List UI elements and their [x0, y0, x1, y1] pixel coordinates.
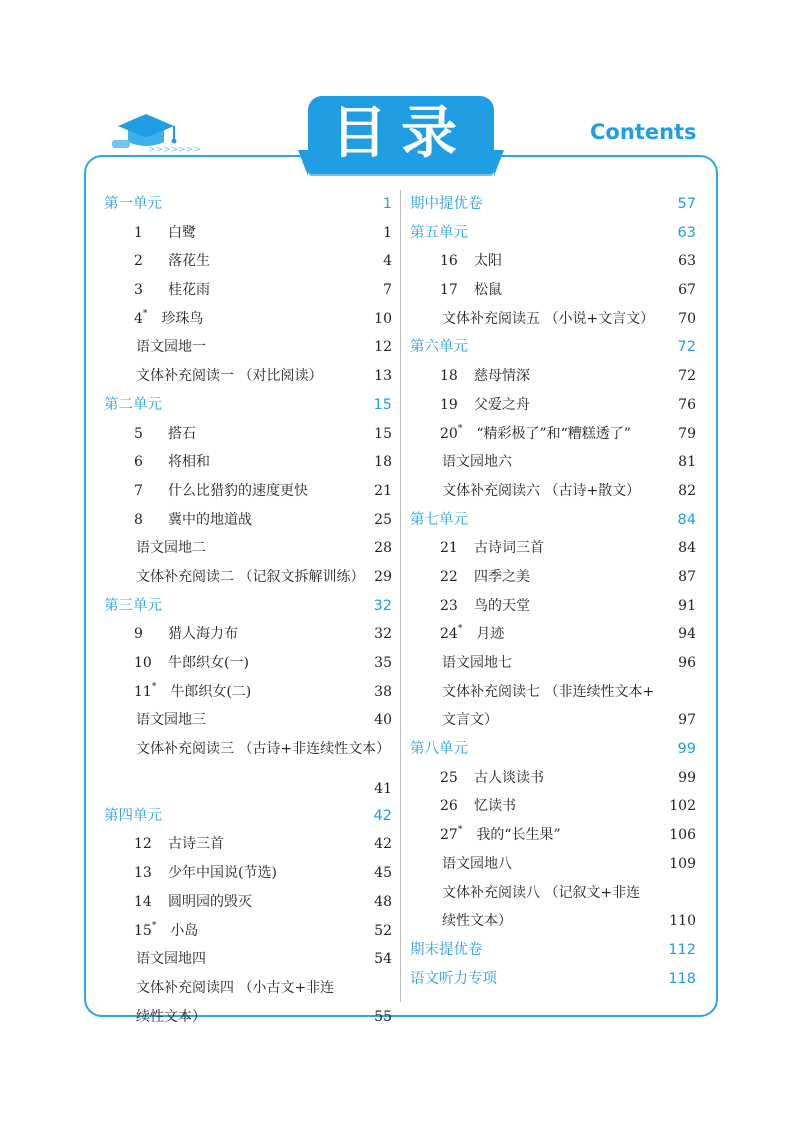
toc-lesson-entry[interactable]: [104, 448, 392, 477]
lesson-number: 20: [440, 425, 458, 442]
toc-left-column: [104, 190, 392, 1031]
toc-entry[interactable]: [410, 448, 696, 477]
lesson-number: 17: [440, 282, 458, 299]
toc-lesson-entry[interactable]: [410, 391, 696, 420]
toc-lesson-entry[interactable]: [104, 276, 392, 305]
page-number: 1: [383, 224, 392, 241]
lesson-title: 太阳: [474, 253, 502, 270]
page-number: 48: [374, 893, 392, 910]
lesson-number: 13: [134, 865, 152, 882]
toc-lesson-entry[interactable]: [410, 563, 696, 592]
page-number: 15: [373, 396, 392, 413]
toc-entry[interactable]: [104, 735, 392, 764]
lesson-number: 25: [440, 769, 458, 786]
lesson-number: 21: [440, 540, 458, 557]
page-number: 76: [678, 396, 696, 413]
toc-entry-label: 续性文本）: [136, 1008, 206, 1025]
toc-entry-label: 语文园地三: [136, 712, 206, 729]
page-number: 72: [678, 368, 696, 385]
toc-entry-label: [134, 506, 252, 535]
toc-unit-heading[interactable]: [410, 506, 696, 535]
lesson-number: 11: [134, 683, 152, 700]
toc-entry[interactable]: [104, 1003, 392, 1032]
toc-lesson-entry[interactable]: [410, 420, 696, 449]
toc-lesson-entry[interactable]: [410, 821, 696, 850]
page-number: 38: [374, 683, 392, 700]
toc-entry-label: 文体补充阅读四 （小古文+非连: [136, 979, 335, 996]
optional-lesson-mark: *: [151, 920, 157, 931]
lesson-number: 6: [134, 454, 143, 471]
page-number: 96: [678, 655, 696, 671]
toc-entry-label: [134, 219, 196, 248]
page-number: 52: [374, 922, 392, 939]
toc-unit-heading[interactable]: [104, 802, 392, 831]
toc-entry-label: [134, 678, 251, 707]
toc-entry-label: [440, 592, 530, 621]
toc-entry-label: 第一单元: [104, 196, 162, 212]
toc-lesson-entry[interactable]: [104, 678, 392, 707]
lesson-number: 7: [134, 482, 143, 499]
toc-lesson-entry[interactable]: [104, 917, 392, 946]
toc-entry[interactable]: [104, 764, 392, 802]
toc-entry-label: 语文园地四: [136, 951, 206, 968]
page-number: 118: [668, 970, 696, 987]
page-number: 55: [374, 1008, 392, 1025]
lesson-title: 将相和: [168, 454, 210, 471]
page-number: 97: [678, 712, 696, 729]
lesson-title: 圆明园的毁灭: [168, 893, 252, 910]
toc-entry[interactable]: [410, 879, 696, 908]
title-tab-right-corner: [494, 150, 504, 176]
lesson-title: 古人谈读书: [474, 769, 544, 786]
page-number: 67: [678, 282, 696, 299]
toc-unit-heading[interactable]: [104, 190, 392, 219]
toc-lesson-entry[interactable]: [104, 247, 392, 276]
toc-unit-heading[interactable]: [410, 965, 696, 994]
lesson-title: “精彩极了”和“糟糕透了”: [476, 425, 631, 442]
page-number: 10: [374, 310, 392, 327]
toc-lesson-entry[interactable]: [104, 420, 392, 449]
toc-entry-label: [134, 620, 238, 649]
toc-right-column: [410, 190, 696, 993]
lesson-title: 父爱之舟: [474, 396, 530, 413]
lesson-title: 牛郎织女(二): [170, 683, 252, 700]
page-number: 99: [678, 769, 696, 786]
toc-entry-label: [440, 276, 502, 305]
page-number: 4: [383, 253, 392, 270]
toc-entry-label: [134, 420, 196, 449]
toc-entry-label: 语文园地七: [442, 655, 512, 671]
toc-entry-label: [134, 649, 249, 678]
lesson-number: 14: [134, 893, 152, 910]
svg-text:>>>>>>>: >>>>>>>: [148, 145, 201, 155]
page-number: 79: [678, 425, 696, 442]
graduation-cap-icon: [110, 110, 201, 155]
toc-entry[interactable]: [104, 706, 392, 735]
toc-entry-label: [440, 362, 530, 391]
toc-unit-heading[interactable]: [410, 333, 696, 362]
title-tab-left-corner: [298, 150, 308, 176]
page-number: 13: [374, 368, 392, 385]
toc-entry-label: 语文听力专项: [410, 970, 497, 987]
toc-entry-label: 第三单元: [104, 597, 162, 614]
toc-entry-label: 第五单元: [410, 224, 468, 241]
toc-entry-label: 文体补充阅读三 （古诗+非连续性文本）: [136, 741, 391, 758]
toc-lesson-entry[interactable]: [104, 477, 392, 506]
toc-entry[interactable]: [104, 945, 392, 974]
toc-unit-heading[interactable]: [104, 391, 392, 420]
toc-entry[interactable]: [410, 907, 696, 936]
toc-entry-label: 文体补充阅读七 （非连续性文本+: [442, 683, 655, 700]
page-number: 1: [382, 196, 392, 212]
toc-entry-label: 续性文本）: [442, 913, 512, 930]
toc-entry-label: [134, 247, 210, 276]
toc-entry[interactable]: [410, 850, 696, 879]
page-number: 84: [677, 511, 696, 528]
toc-entry[interactable]: [104, 534, 392, 563]
lesson-number: 3: [134, 282, 143, 299]
toc-entry-label: 文体补充阅读八 （记叙文+非连: [442, 884, 641, 901]
toc-unit-heading[interactable]: [104, 592, 392, 621]
page-number: 35: [374, 655, 392, 671]
lesson-number: 9: [134, 626, 143, 643]
page-number: 32: [373, 597, 392, 614]
page-number: 12: [374, 339, 392, 356]
page-number: 21: [374, 482, 392, 499]
lesson-title: 鸟的天堂: [474, 597, 530, 614]
toc-entry-label: [134, 276, 210, 305]
toc-entry-label: [134, 830, 224, 859]
toc-entry-label: [134, 859, 277, 888]
toc-lesson-entry[interactable]: [104, 305, 392, 334]
page-number: 102: [669, 798, 696, 815]
optional-lesson-mark: *: [457, 825, 463, 836]
toc-entry-label: 文言文）: [442, 712, 498, 729]
page-number: 70: [678, 310, 696, 327]
toc-lesson-entry[interactable]: [410, 362, 696, 391]
page-number: 72: [677, 339, 696, 356]
toc-entry[interactable]: [104, 563, 392, 592]
page-number: 112: [668, 941, 696, 958]
toc-entry-label: 期中提优卷: [410, 196, 483, 212]
toc-entry-label: [440, 534, 544, 563]
toc-entry-label: 文体补充阅读五 （小说+文言文）: [442, 310, 655, 327]
toc-unit-heading[interactable]: [410, 735, 696, 764]
toc-entry[interactable]: [104, 974, 392, 1003]
lesson-title: 猎人海力布: [168, 626, 238, 643]
lesson-number: 23: [440, 597, 458, 614]
lesson-title: 月迹: [476, 626, 505, 643]
toc-entry-label: 文体补充阅读二 （记叙文拆解训练）: [136, 568, 365, 585]
toc-lesson-entry[interactable]: [410, 792, 696, 821]
toc-entry[interactable]: [410, 477, 696, 506]
toc-unit-heading[interactable]: [410, 190, 696, 219]
lesson-number: 10: [134, 655, 152, 671]
lesson-number: 5: [134, 425, 143, 442]
toc-lesson-entry[interactable]: [104, 830, 392, 859]
page-number: 109: [669, 855, 696, 872]
toc-lesson-entry[interactable]: [104, 219, 392, 248]
lesson-number: 16: [440, 253, 458, 270]
toc-entry-label: 语文园地一: [136, 339, 206, 356]
toc-entry-label: [440, 391, 530, 420]
toc-lesson-entry[interactable]: [410, 534, 696, 563]
page-number: 63: [677, 224, 696, 241]
lesson-title: 松鼠: [474, 282, 502, 299]
toc-entry-label: [134, 305, 203, 334]
lesson-number: 8: [134, 511, 143, 528]
toc-lesson-entry[interactable]: [410, 620, 696, 649]
lesson-title: 四季之美: [474, 568, 530, 585]
toc-entry-label: 第八单元: [410, 741, 468, 758]
lesson-title: 桂花雨: [168, 282, 210, 299]
lesson-title: 珍珠鸟: [161, 310, 204, 327]
lesson-title: 落花生: [168, 253, 210, 270]
lesson-title: 白鹭: [168, 224, 196, 241]
lesson-title: 少年中国说(节选): [168, 865, 277, 882]
toc-entry-label: [440, 821, 561, 850]
toc-lesson-entry[interactable]: [410, 276, 696, 305]
toc-entry-label: 文体补充阅读一 （对比阅读）: [136, 368, 323, 385]
toc-entry-label: 第七单元: [410, 511, 468, 528]
page-subtitle: Contents: [590, 120, 697, 144]
toc-unit-heading[interactable]: [410, 936, 696, 965]
toc-lesson-entry[interactable]: [410, 764, 696, 793]
toc-entry-label: [134, 448, 210, 477]
page-number: 15: [374, 425, 392, 442]
page-number: 40: [374, 712, 392, 729]
page-number: 87: [678, 568, 696, 585]
lesson-title: 古诗三首: [168, 836, 224, 853]
page-number: 110: [669, 913, 696, 930]
lesson-number: 24: [440, 626, 458, 643]
toc-entry-label: 第六单元: [410, 339, 468, 356]
lesson-title: 小岛: [170, 922, 199, 939]
page-number: 82: [678, 482, 696, 499]
page-number: 18: [374, 454, 392, 471]
page-number: 7: [383, 282, 392, 299]
lesson-number: 19: [440, 396, 458, 413]
toc-entry-label: 文体补充阅读六 （古诗+散文）: [442, 482, 641, 499]
lesson-number: 15: [134, 922, 152, 939]
page-number: 32: [374, 626, 392, 643]
page-number: 63: [678, 253, 696, 270]
page-number: 29: [374, 568, 392, 585]
toc-entry-label: [440, 420, 631, 449]
toc-entry-label: [440, 563, 530, 592]
toc-entry-label: 语文园地二: [136, 540, 206, 557]
optional-lesson-mark: *: [151, 681, 157, 692]
toc-lesson-entry[interactable]: [104, 649, 392, 678]
page-number: 42: [374, 836, 392, 853]
toc-entry-label: [134, 477, 308, 506]
page-number: 84: [678, 540, 696, 557]
toc-entry-label: 期末提优卷: [410, 941, 483, 958]
lesson-number: 1: [134, 224, 143, 241]
lesson-title: 慈母情深: [474, 368, 530, 385]
lesson-number: 22: [440, 568, 458, 585]
lesson-title: 什么比猎豹的速度更快: [168, 482, 308, 499]
toc-lesson-entry[interactable]: [410, 592, 696, 621]
lesson-title: 我的“长生果”: [476, 827, 561, 844]
lesson-title: 搭石: [168, 425, 196, 442]
page-number: 94: [678, 626, 696, 643]
toc-lesson-entry[interactable]: [104, 620, 392, 649]
page-number: 106: [669, 827, 696, 844]
page-number: 91: [678, 597, 696, 614]
toc-lesson-entry[interactable]: [410, 247, 696, 276]
toc-entry-label: [440, 620, 504, 649]
page-number: 28: [374, 540, 392, 557]
optional-lesson-mark: *: [457, 624, 463, 635]
toc-entry-label: 语文园地六: [442, 454, 512, 471]
toc-entry[interactable]: [410, 678, 696, 707]
lesson-number: 12: [134, 836, 152, 853]
optional-lesson-mark: *: [142, 308, 148, 319]
toc-unit-heading[interactable]: [410, 219, 696, 248]
toc-entry-label: 第四单元: [104, 807, 162, 824]
toc-lesson-entry[interactable]: [104, 888, 392, 917]
page-number: 57: [677, 196, 696, 212]
lesson-title: 忆读书: [474, 798, 516, 815]
column-divider: [400, 190, 401, 1002]
page-number: 45: [374, 865, 392, 882]
toc-entry-label: 语文园地八: [442, 855, 512, 872]
toc-entry-label: 第二单元: [104, 396, 162, 413]
page-title: 目录: [308, 96, 494, 176]
toc-lesson-entry[interactable]: [104, 506, 392, 535]
toc-entry-label: [440, 792, 516, 821]
page-number: 42: [373, 807, 392, 824]
toc-entry[interactable]: [104, 362, 392, 391]
optional-lesson-mark: *: [457, 423, 463, 434]
lesson-number: 27: [440, 827, 458, 844]
lesson-number: 26: [440, 798, 458, 815]
toc-lesson-entry[interactable]: [104, 859, 392, 888]
lesson-title: 古诗词三首: [474, 540, 544, 557]
toc-entry-label: [440, 247, 502, 276]
lesson-title: 冀中的地道战: [168, 511, 252, 528]
toc-entry-label: [440, 764, 544, 793]
toc-entry[interactable]: [410, 649, 696, 678]
lesson-number: 4: [134, 310, 143, 327]
lesson-number: 2: [134, 253, 143, 270]
toc-entry-label: [134, 917, 198, 946]
lesson-number: 18: [440, 368, 458, 385]
toc-entry[interactable]: [410, 305, 696, 334]
toc-entry-label: [134, 888, 252, 917]
page-number: 41: [374, 780, 392, 797]
page-number: 99: [677, 741, 696, 758]
toc-entry[interactable]: [410, 706, 696, 735]
lesson-title: 牛郎织女(一): [168, 655, 249, 671]
page-number: 25: [374, 511, 392, 528]
page-number: 81: [678, 454, 696, 471]
toc-entry[interactable]: [104, 333, 392, 362]
page-number: 54: [374, 951, 392, 968]
